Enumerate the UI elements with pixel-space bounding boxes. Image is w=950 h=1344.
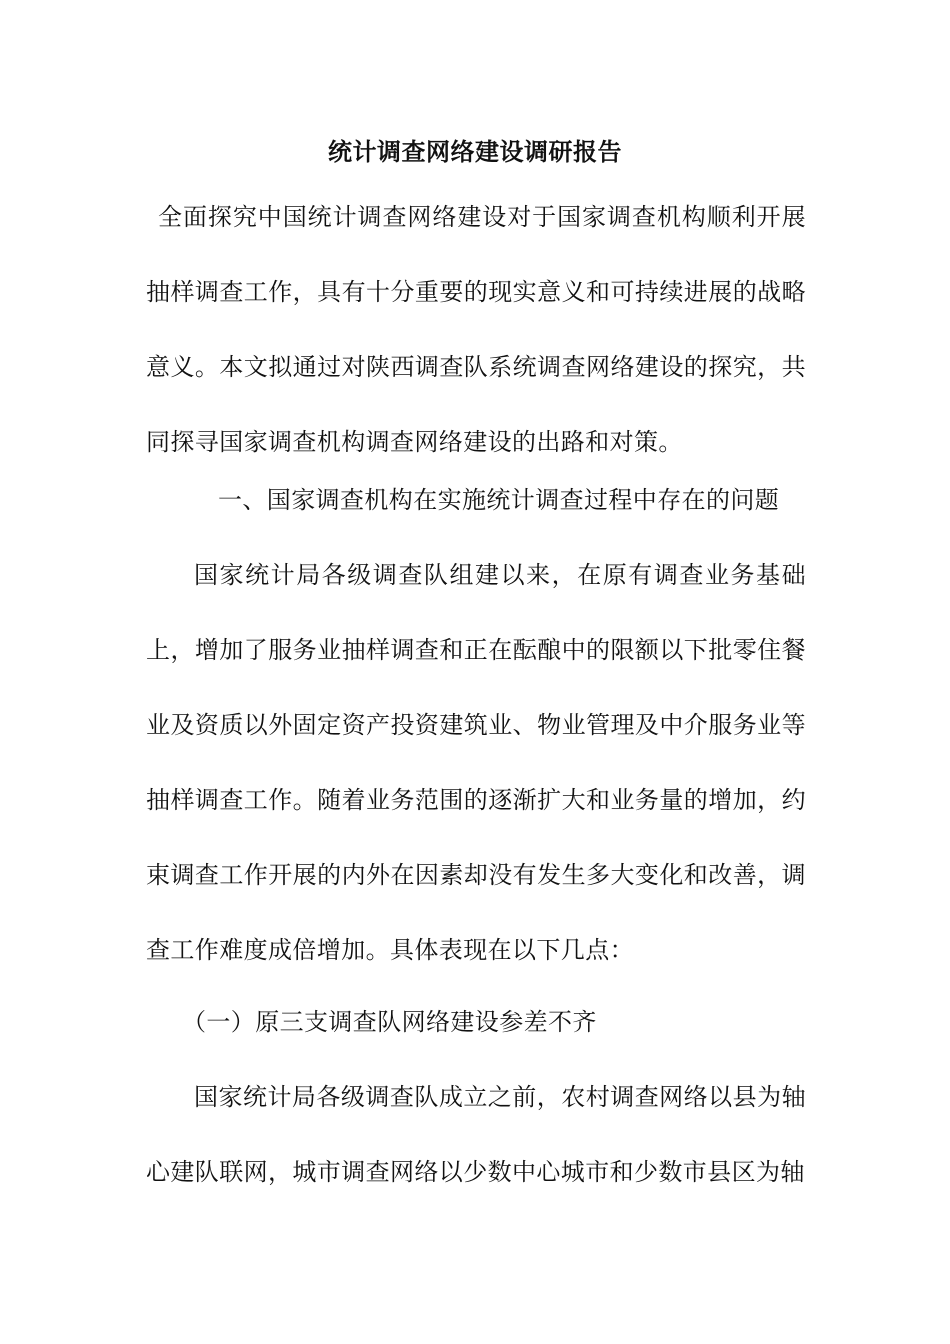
section-heading-problems: 一、国家调查机构在实施统计调查过程中存在的问题 <box>218 486 780 514</box>
document-title: 统计调查网络建设调研报告 <box>328 137 622 166</box>
intro-paragraph: 全面探究中国统计调查网络建设对于国家调查机构顺利开展抽样调查工作，具有十分重要的现实意义和可持续进展的战略意义。本文拟通过对陕西调查队系统调查网络建设的探究，共同探寻国家调查机构调查网络建设的出路和对策。 <box>146 203 806 456</box>
subsection-paragraph-network: 国家统计局各级调查队成立之前，农村调查网络以县为轴心建队联网，城市调查网络以少数中心城市和少数市县区为轴 <box>146 1083 806 1186</box>
subsection-heading-network: （一）原三支调查队网络建设参差不齐 <box>182 1008 597 1036</box>
section-paragraph-problems: 国家统计局各级调查队组建以来，在原有调查业务基础上，增加了服务业抽样调查和正在酝酿中的限额以下批零住餐业及资质以外固定资产投资建筑业、物业管理及中介服务业等抽样调查工作。随着业务范围的逐渐扩大和业务量的增加，约束调查工作开展的内外在因素却没有发生多大变化和改善，调查工作难度成倍增加。具体表现在以下几点： <box>146 561 806 964</box>
